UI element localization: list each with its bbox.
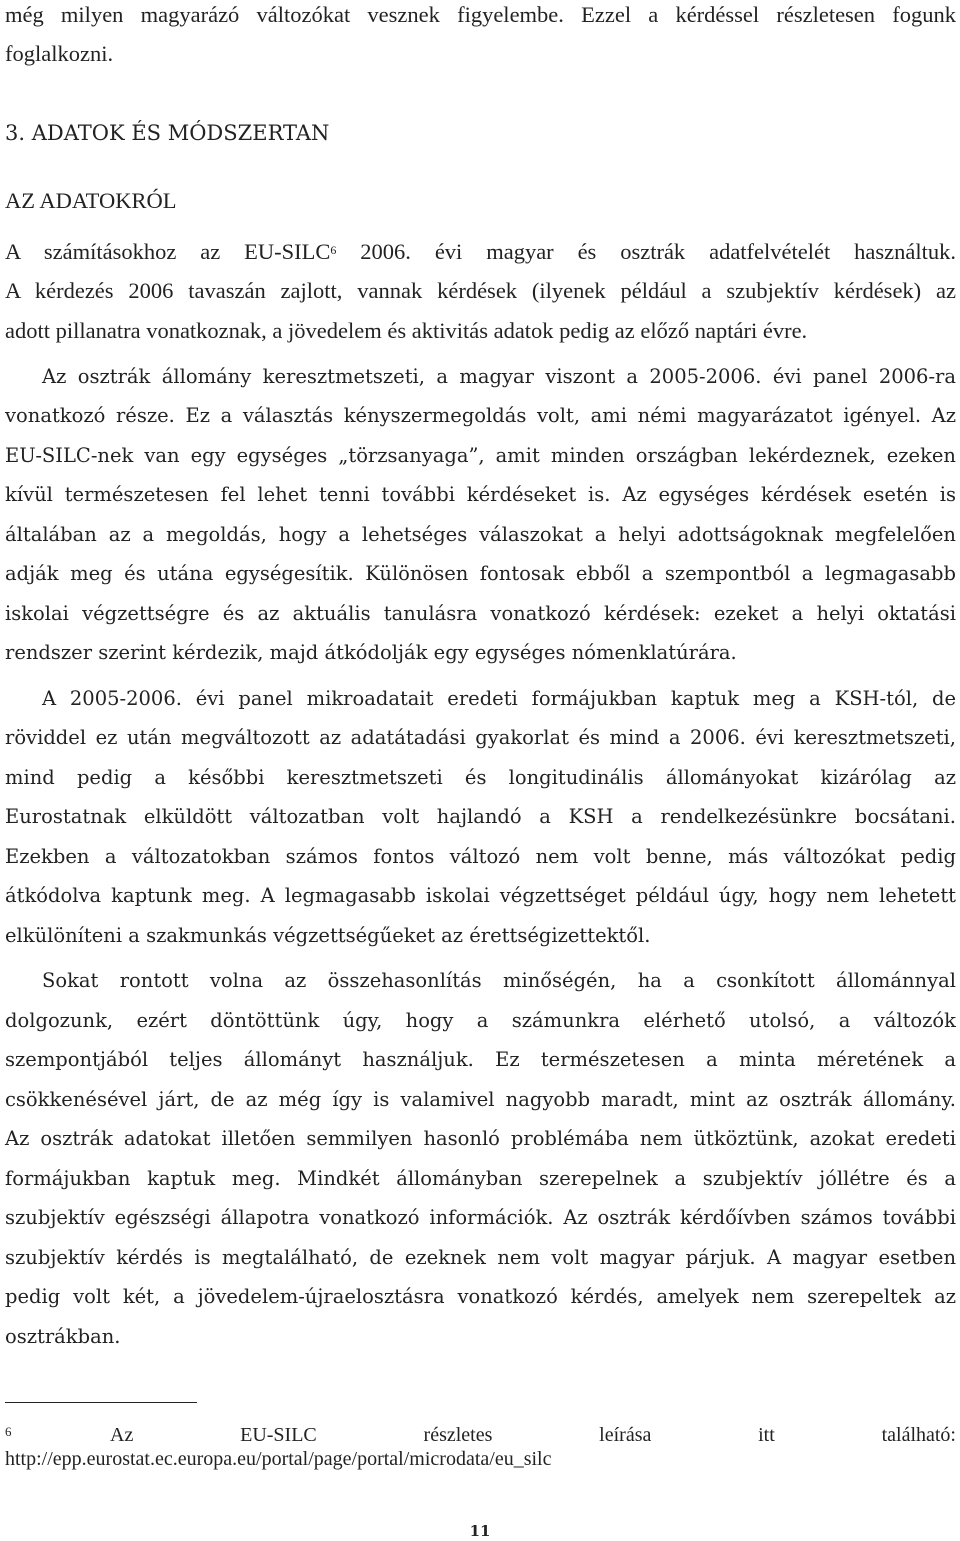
para4-line-3: szempontjából teljes állományt használjuk. Ez természetesen a minta méretének a: [5, 1048, 956, 1071]
para4-line-7: szubjektív egészségi állapotra vonatkozó információk. Az osztrák kérdőívben számos további: [5, 1206, 956, 1229]
footnote-link[interactable]: http://epp.eurostat.ec.europa.eu/portal/page/portal/microdata/eu_silc: [5, 1448, 552, 1470]
para4-line-1: Sokat rontott volna az összehasonlítás minőségén, ha a csonkított állománnyal: [42, 969, 956, 992]
para2-line-1: Az osztrák állomány keresztmetszeti, a magyar viszont a 2005-2006. évi panel 2006-ra: [42, 365, 956, 388]
para3-line-5: Ezekben a változatokban számos fontos változó nem volt benne, más változókat pedig: [5, 845, 956, 868]
para3-line-6: átkódolva kaptunk meg. A legmagasabb iskolai végzettséget például úgy, hogy nem lehetett: [5, 884, 956, 907]
para2-line-2: vonatkozó része. Ez a választás kényszermegoldás volt, ami némi magyarázatot igényel. Az: [5, 404, 956, 427]
para2-line-5: általában az a megoldás, hogy a lehetséges válaszokat a helyi adottságoknak megfelelően: [5, 523, 956, 546]
para2-line-7: iskolai végzettségre és az aktuális tanulásra vonatkozó kérdések: ezeket a helyi oktatási: [5, 602, 956, 625]
footnote-line-1: Az EU-SILC részletes leírása itt található:: [110, 1424, 956, 1446]
para4-line-5: Az osztrák adatokat illetően semmilyen hasonló problémába nem ütköztünk, azokat eredeti: [5, 1127, 956, 1150]
footnote-reference[interactable]: 6: [330, 243, 337, 257]
section-subheading: AZ ADATOKRÓL: [5, 188, 177, 213]
para4-line-2: dolgozunk, ezért döntöttünk úgy, hogy a számunkra elérhető utolsó, a változók: [5, 1009, 956, 1032]
para1-line-1-post: 2006. évi magyar és osztrák adatfelvételét használtuk.: [336, 239, 956, 264]
page-number: 11: [469, 1522, 491, 1540]
para3-line-3: mind pedig a későbbi keresztmetszeti és longitudinális állományokat kizárólag az: [5, 766, 956, 789]
para3-line-4: Eurostatnak elküldött változatban volt hajlandó a KSH a rendelkezésünkre bocsátani.: [5, 805, 956, 828]
para4-line-9: pedig volt két, a jövedelem-újraelosztásra vonatkozó kérdés, amelyek nem szerepeltek az: [5, 1285, 956, 1308]
para4-line-10: osztrákban.: [5, 1325, 121, 1348]
para2-line-6: adják meg és utána egységesítik. Különösen fontosak ebből a szempontból a legmagasabb: [5, 562, 956, 585]
para1-line-1-pre: A számításokhoz az EU-SILC: [5, 239, 331, 264]
para3-line-7: elkülöníteni a szakmunkás végzettségűeket az érettségizettektől.: [5, 924, 651, 947]
intro-line-1: még milyen magyarázó változókat vesznek figyelembe. Ezzel a kérdéssel részletesen fogunk: [5, 2, 956, 27]
footnote-mark: 6: [5, 1424, 12, 1439]
para2-line-4: kívül természetesen fel lehet tenni további kérdéseket is. Az egységes kérdések esetén is: [5, 483, 956, 506]
para2-line-8: rendszer szerint kérdezik, majd átkódolják egy egységes nómenklatúrára.: [5, 641, 737, 664]
para3-line-1: A 2005-2006. évi panel mikroadatait eredeti formájukban kaptuk meg a KSH-tól, de: [42, 687, 956, 710]
para1-line-2: A kérdezés 2006 tavaszán zajlott, vannak kérdések (ilyenek például a szubjektív kérdések) az: [5, 278, 956, 303]
para1-line-3: adott pillanatra vonatkoznak, a jövedelem és aktivitás adatok pedig az előző naptári évre.: [5, 318, 808, 343]
para3-line-2: röviddel ez után megváltozott az adatátadási gyakorlat és mind a 2006. évi keresztmetszeti,: [5, 726, 956, 749]
para4-line-4: csökkenésével járt, de az még így is valamivel nagyobb maradt, mint az osztrák állomány.: [5, 1088, 956, 1111]
section-heading: 3. ADATOK ÉS MÓDSZERTAN: [5, 121, 330, 145]
para4-line-6: formájukban kaptuk meg. Mindkét állományban szerepelnek a szubjektív jóllétre és a: [5, 1167, 956, 1190]
para4-line-8: szubjektív kérdés is megtalálható, de ezeknek nem volt magyar párjuk. A magyar esetben: [5, 1246, 956, 1269]
para1-line-1: [5, 239, 956, 265]
footnote-separator: [5, 1402, 197, 1403]
para2-line-3: EU-SILC-nek van egy egységes „törzsanyaga”, amit minden országban lekérdeznek, ezeken: [5, 444, 956, 467]
intro-line-2: foglalkozni.: [5, 41, 114, 66]
